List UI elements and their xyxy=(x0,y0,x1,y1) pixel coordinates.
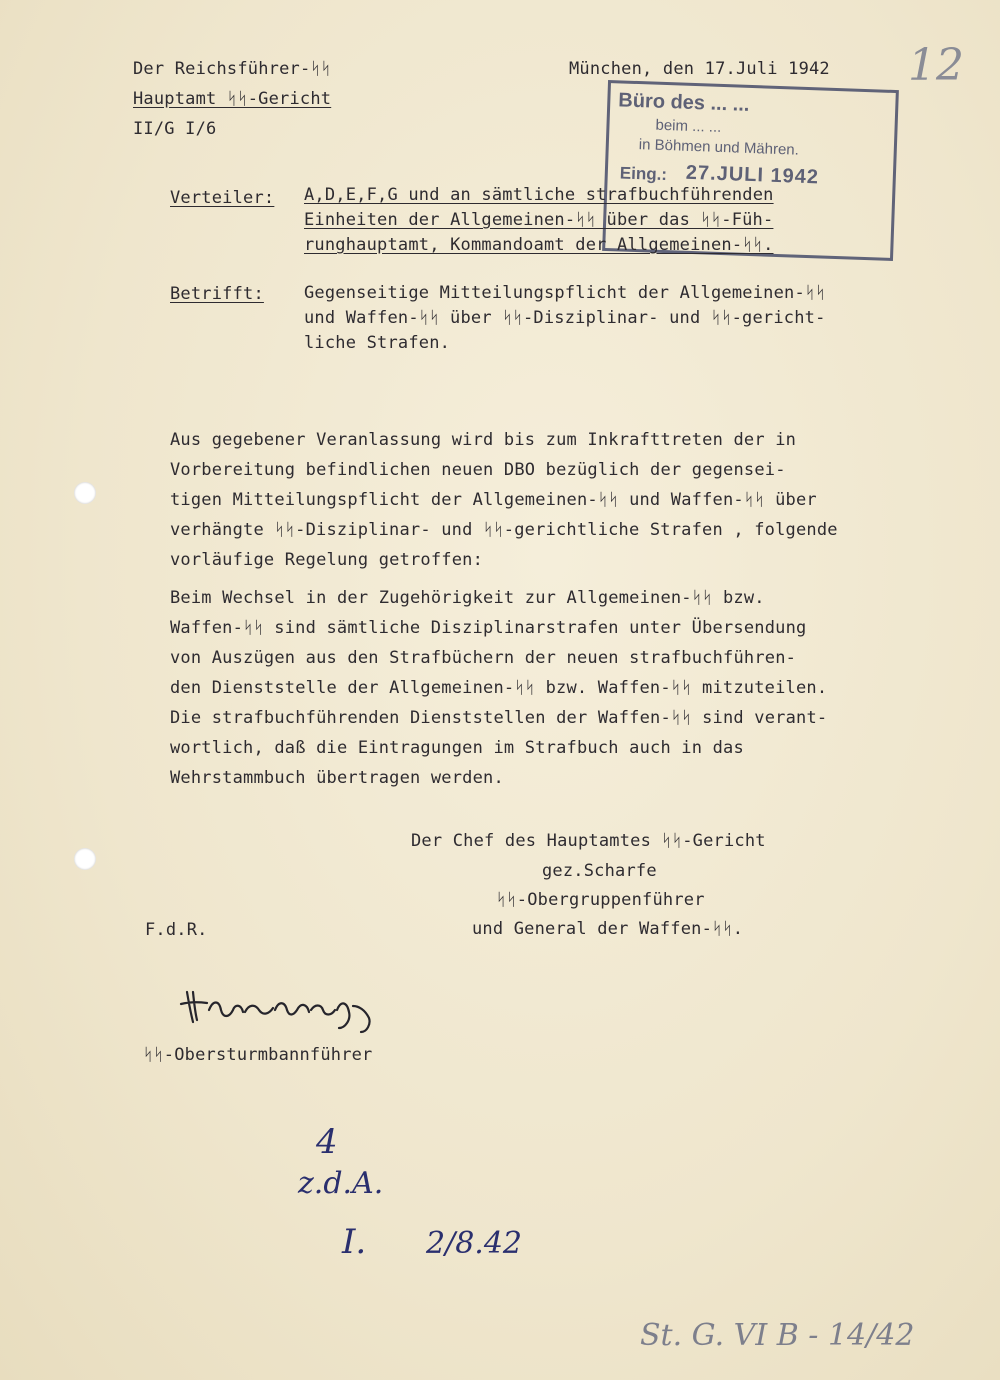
body-paragraph-2 xyxy=(170,583,827,793)
sender-line-1: Der Reichsführer-ᛋᛋ xyxy=(133,59,332,79)
handwritten-signature xyxy=(175,970,405,1040)
distribution-line: runghauptamt, Kommandoamt der Allgemeinen-ᛋᛋ. xyxy=(304,235,774,255)
body-line: Beim Wechsel in der Zugehörigkeit zur Allgemeinen-ᛋᛋ bzw. xyxy=(170,588,765,608)
subject-line: Gegenseitige Mitteilungspflicht der Allgemeinen-ᛋᛋ xyxy=(304,283,826,303)
body-line: Waffen-ᛋᛋ sind sämtliche Disziplinarstrafen unter Übersendung xyxy=(170,618,807,638)
body-line: den Dienststelle der Allgemeinen-ᛋᛋ bzw. Waffen-ᛋᛋ mitzuteilen. xyxy=(170,678,828,698)
body-line: Wehrstammbuch übertragen werden. xyxy=(170,768,504,788)
body-line: verhängte ᛋᛋ-Disziplinar- und ᛋᛋ-gerichtliche Strafen , folgende xyxy=(170,520,838,540)
body-line: Die strafbuchführenden Dienststellen der Waffen-ᛋᛋ sind verant- xyxy=(170,708,828,728)
stamp-received-date: 27.JULI 1942 xyxy=(685,161,820,189)
place-date: München, den 17.Juli 1942 xyxy=(569,59,830,79)
handwritten-mark-4: 2/8.42 xyxy=(426,1226,522,1261)
distribution-list xyxy=(304,183,774,258)
distribution-line: Einheiten der Allgemeinen-ᛋᛋ über das ᛋᛋ-Füh- xyxy=(304,210,774,230)
signature-line-3: ᛋᛋ-Obergruppenführer xyxy=(496,890,705,910)
reference-number: II/G I/6 xyxy=(133,119,217,139)
signature-line-4: und General der Waffen-ᛋᛋ. xyxy=(472,919,744,939)
subject-text xyxy=(304,281,826,356)
body-line: tigen Mitteilungspflicht der Allgemeinen-ᛋᛋ und Waffen-ᛋᛋ über xyxy=(170,490,817,510)
handwritten-mark-2: z.d.A. xyxy=(298,1166,384,1201)
signature-line-2: gez.Scharfe xyxy=(542,861,657,881)
stamp-line-2: beim ... ... xyxy=(655,116,722,136)
body-line: von Auszügen aus den Strafbüchern der neuen strafbuchführen- xyxy=(170,648,797,668)
handwritten-mark-3: I. xyxy=(342,1222,367,1262)
stamp-line-1: Büro des ... ... xyxy=(617,89,750,116)
distribution-line: A,D,E,F,G und an sämtliche strafbuchführenden xyxy=(304,185,774,205)
subject-label: Betrifft: xyxy=(170,284,264,304)
punch-hole-bottom xyxy=(74,848,96,870)
body-line: vorläufige Regelung getroffen: xyxy=(170,550,484,570)
file-reference: St. G. VI B - 14/42 xyxy=(640,1318,915,1353)
subject-line: liche Strafen. xyxy=(304,333,451,353)
body-line: Vorbereitung befindlichen neuen DBO bezüglich der gegensei- xyxy=(170,460,786,480)
sender-block xyxy=(133,54,331,144)
sender-line-2: Hauptamt ᛋᛋ-Gericht xyxy=(133,89,332,109)
signature-line-1: Der Chef des Hauptamtes ᛋᛋ-Gericht xyxy=(411,831,766,851)
folio-number: 12 xyxy=(908,40,964,91)
stamp-line-3: in Böhmen und Mähren. xyxy=(638,136,800,159)
body-line: Aus gegebener Veranlassung wird bis zum Inkrafttreten der in xyxy=(170,430,797,450)
body-paragraph-1 xyxy=(170,425,838,575)
handwritten-mark-1: 4 xyxy=(316,1122,338,1162)
punch-hole-top xyxy=(74,482,96,504)
certification-label: F.d.R. xyxy=(145,920,208,940)
body-line: wortlich, daß die Eintragungen im Strafbuch auch in das xyxy=(170,738,744,758)
stamp-received-label: Eing.: xyxy=(619,163,668,185)
certification-rank: ᛋᛋ-Obersturmbannführer xyxy=(143,1045,373,1065)
distribution-label: Verteiler: xyxy=(170,188,275,208)
subject-line: und Waffen-ᛋᛋ über ᛋᛋ-Disziplinar- und ᛋᛋ-gericht- xyxy=(304,308,826,328)
